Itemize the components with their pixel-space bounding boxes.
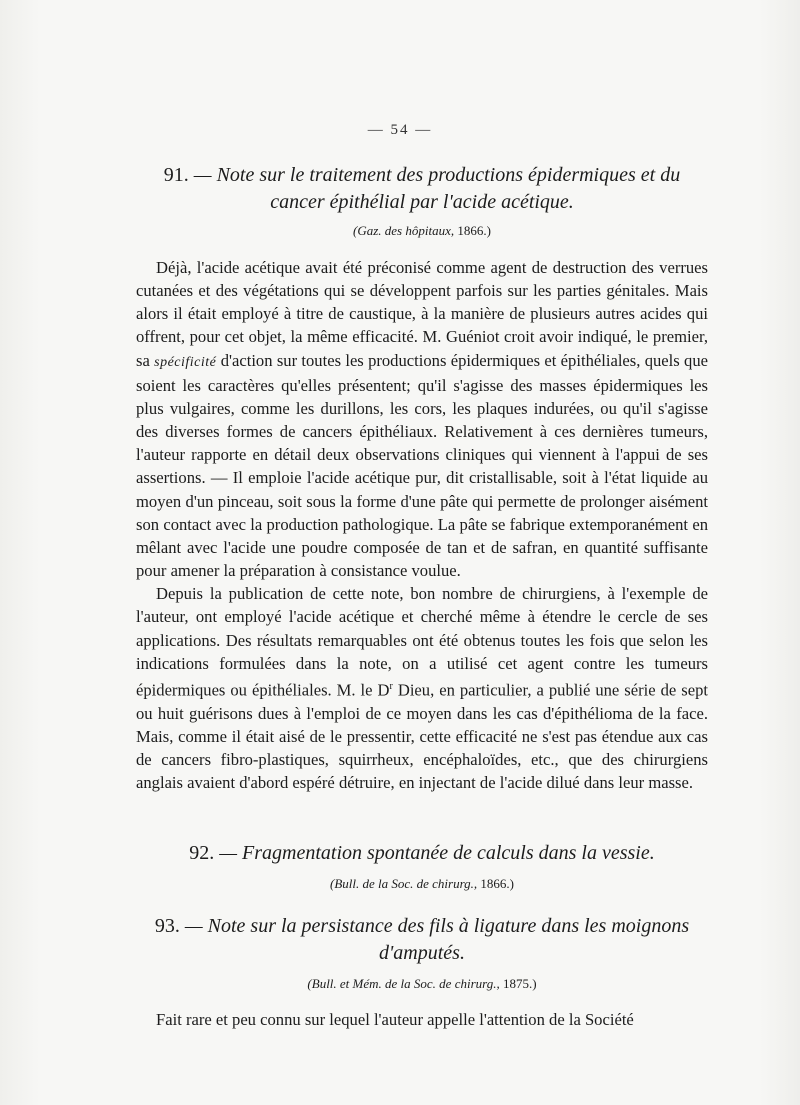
entry-91-number: 91. <box>163 164 189 186</box>
entry-91-body <box>136 256 708 794</box>
entry-91-title-line2: cancer épithélial par l'acide acétique. <box>270 191 574 213</box>
entry-91-title-line1: 91. — Note sur le traitement des productions épidermiques et du <box>163 164 681 186</box>
entry-92-number: 92. <box>189 842 215 864</box>
entry-93-body <box>136 1008 708 1031</box>
entry-93-number: 93. <box>154 915 180 937</box>
entry-92-title: 92. — Fragmentation spontanée de calculs dans la vessie. <box>189 842 655 864</box>
entry-93-title-line1: 93. — Note sur la persistance des fils à ligature dans les moignons <box>154 915 690 937</box>
page-number: — 54 — <box>367 122 433 138</box>
entry-91-paragraph-1: Déjà, l'acide acétique avait été préconisé comme agent de destruction des verrues cutanées et des végétations qui se développent parfois sur les parties génitales. Mais alors il était employé à titre de caustique, à la manière de plusieurs autres acides qui offrent, pour cet objet, la même efficacité. M. Guéniot croit avoir indiqué, le premier, sa spécificité d'action sur toutes les productions épidermiques et épithéliales, quels que soient les caractères qu'elles présentent; qu'il s'agisse des masses épidermiques les plus vulgaires, comme les durillons, les cors, les plaques indurées, ou qu'il s'agisse des diverses formes de cancers épithéliaux. Relativement à ces dernières tumeurs, l'auteur rapporte en détail deux observations cliniques qui viennent à l'appui de ses assertions. — Il emploie l'acide acétique pur, dit cristallisable, soit à l'état liquide au moyen d'un pinceau, soit sous la forme d'une pâte qui permette de prolonger aisément son contact avec la production pathologique. La pâte se fabrique extemporanément en mêlant avec l'acide une poudre composée de tan et de safran, en quantité suffisante pour amener la préparation à consistance voulue. <box>136 258 708 581</box>
entry-93-title-line2: d'amputés. <box>379 942 465 964</box>
entry-93-title <box>136 913 708 967</box>
entry-92-source: (Bull. de la Soc. de chirurg., 1866.) <box>329 876 515 891</box>
entry-91-title <box>136 162 708 216</box>
entry-93-source: (Bull. et Mém. de la Soc. de chirurg., 1875.) <box>307 976 537 991</box>
entry-91-paragraph-2: Depuis la publication de cette note, bon nombre de chirurgiens, à l'exemple de l'auteur, ont employé l'acide acétique et cherché même à étendre le cercle de ses applications. Des résultats remarquables ont été obtenus toutes les fois que selon les indications formulées dans la note, on a utilisé cet agent contre les tumeurs épidermiques ou épithéliales. M. le $D^r$ Dieu, en particulier, a publié une série de sept ou huit guérisons dues à l'emploi de ce moyen dans les cas d'épithélioma de la face. Mais, comme il était aisé de le pressentir, cette efficacité ne s'est pas étendue aux cas de cancers fibro-plastiques, squirrheux, encéphaloïdes, etc., que des chirurgiens anglais avaient d'abord espéré détruire, en injectant de l'acide dilué dans leur masse. <box>136 584 708 792</box>
emphasis-specificite: spécificité <box>154 354 217 370</box>
entry-93-paragraph-1: Fait rare et peu connu sur lequel l'auteur appelle l'attention de la Société <box>156 1010 634 1029</box>
entry-91-source: (Gaz. des hôpitaux, 1866.) <box>353 223 491 238</box>
